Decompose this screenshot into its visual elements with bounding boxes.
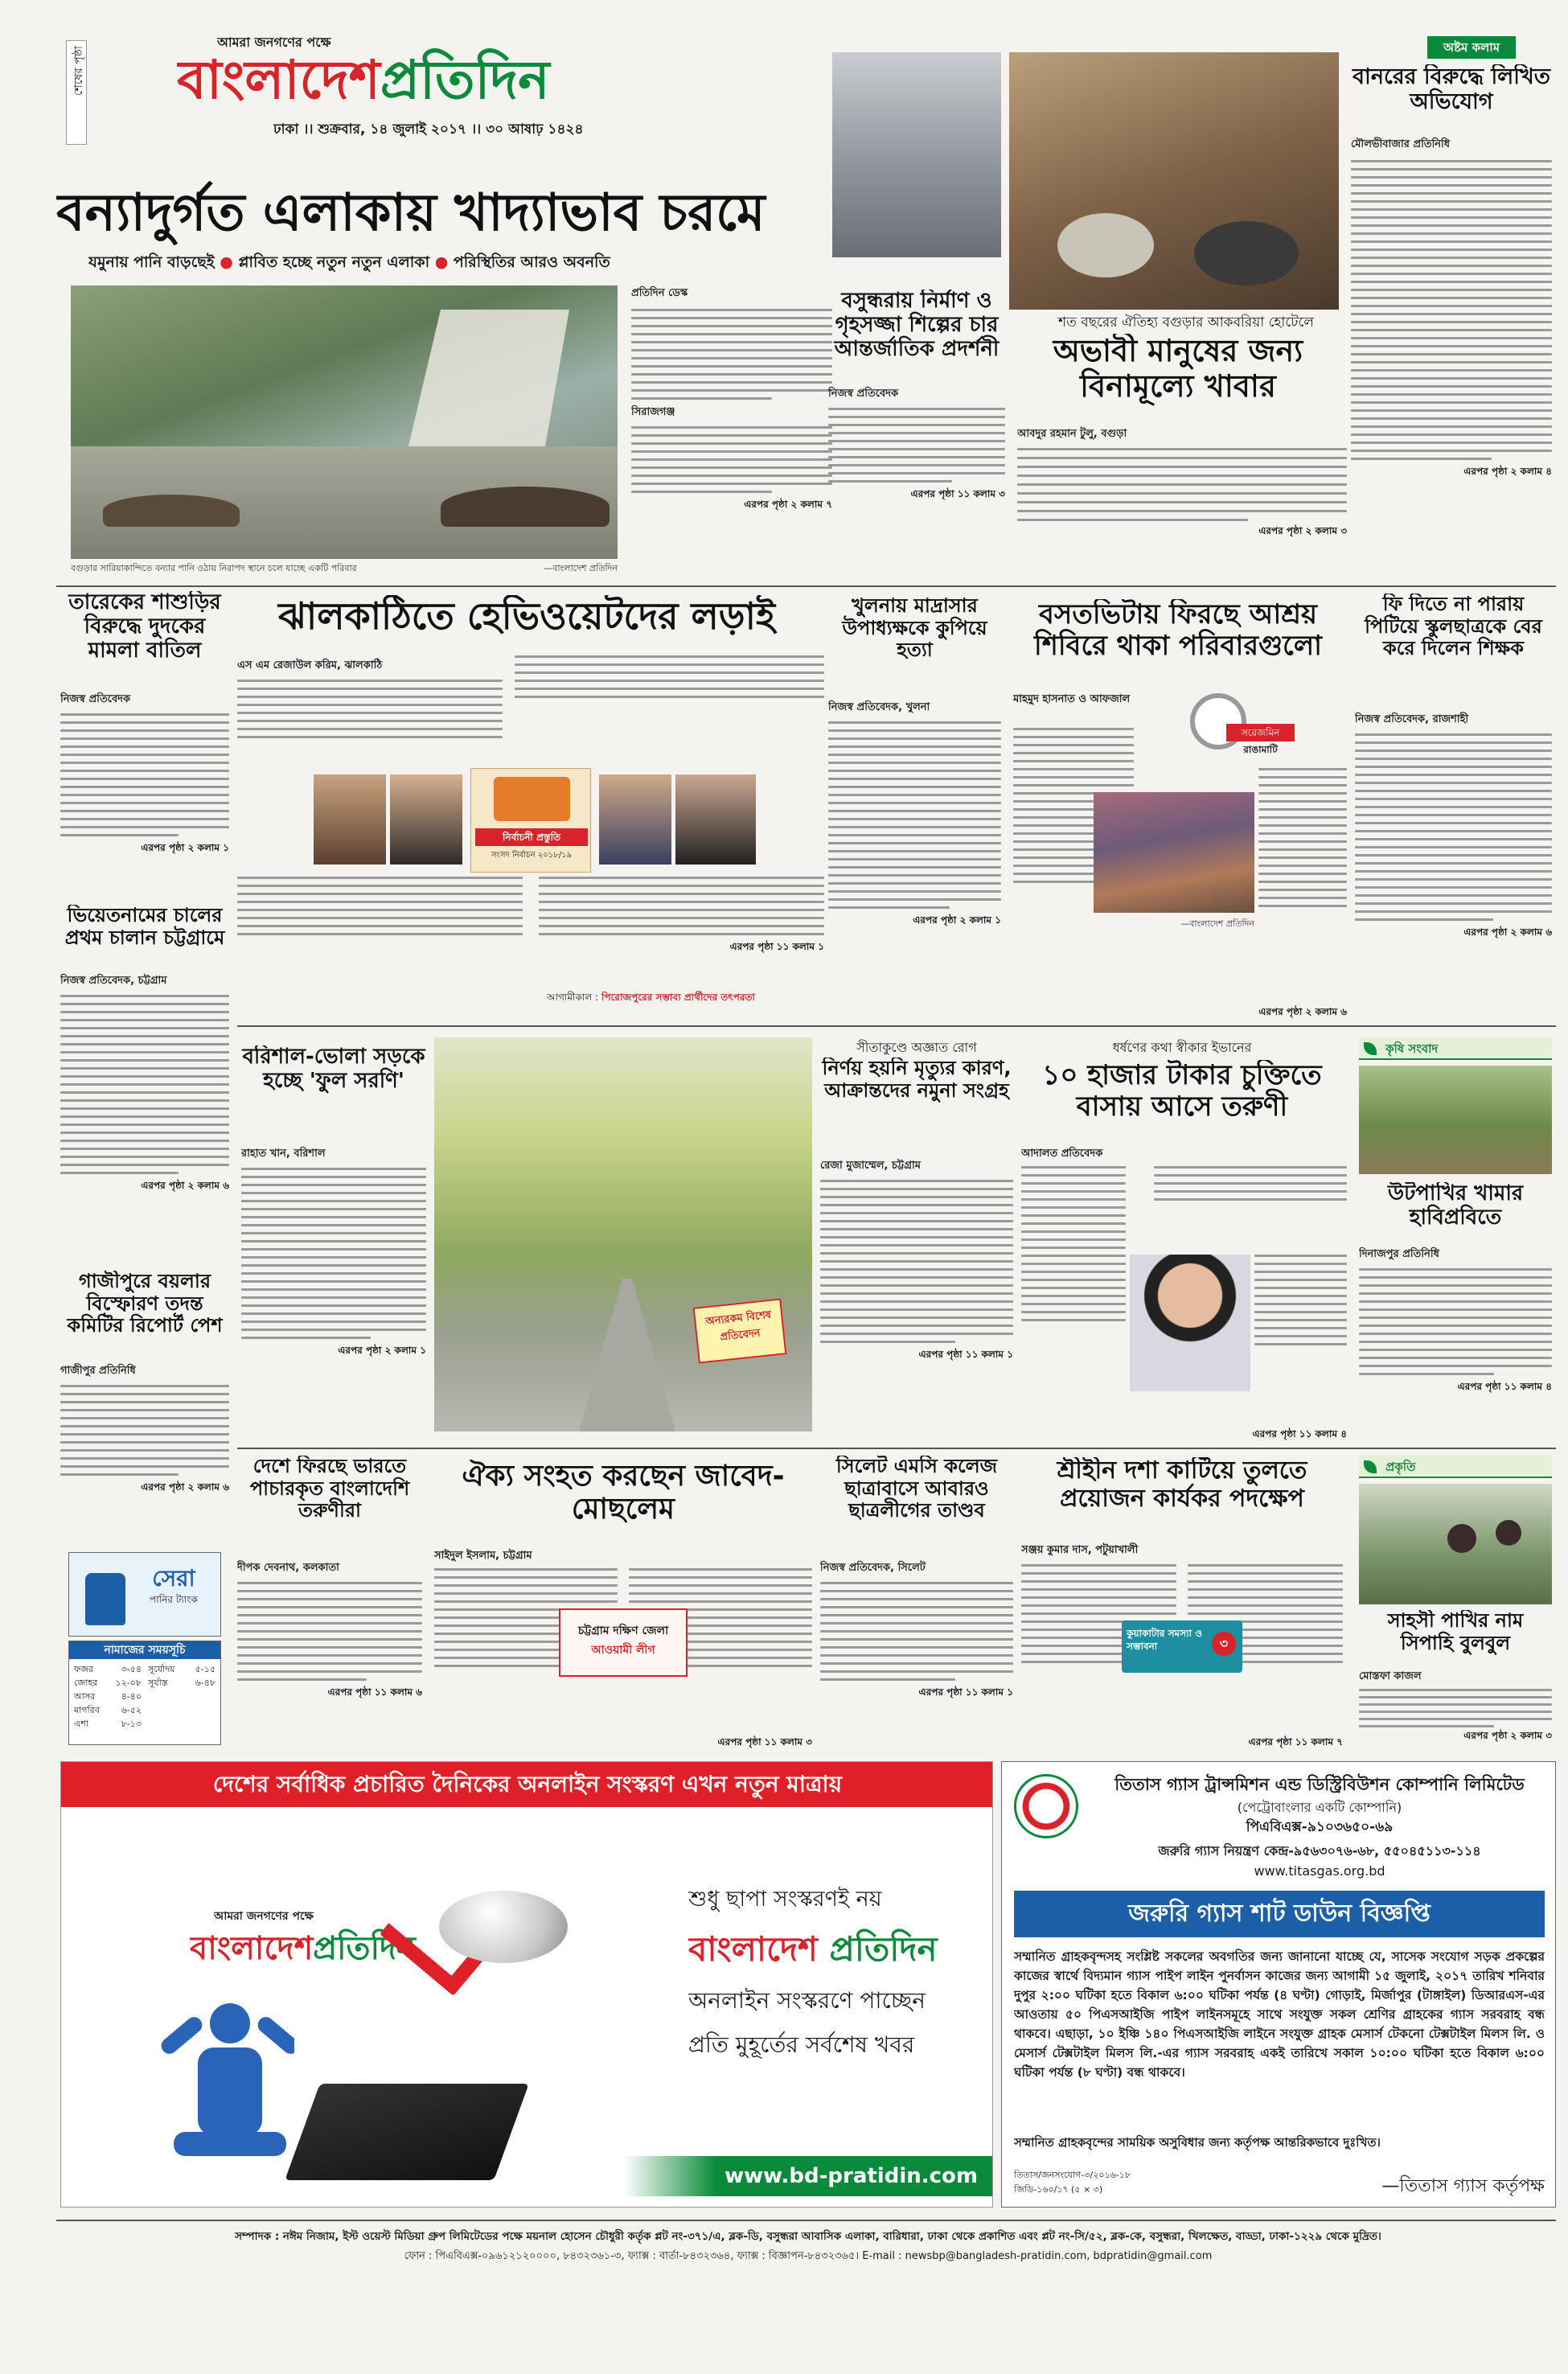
nature-label: প্রকৃতি	[1359, 1456, 1552, 1478]
ad-logo-part-1: বাংলাদেশ	[190, 1930, 314, 1967]
sylhet-continuation[interactable]: এরপর পৃষ্ঠা ১১ কলাম ১	[918, 1686, 1013, 1698]
prayer-time: ৬-৫২	[121, 1705, 142, 1715]
rape-body-right2	[1254, 1255, 1347, 1423]
shelter-magnifier-badge	[1182, 693, 1295, 766]
kuakata-byline: সঞ্জয় কুমার দাস, পটুয়াখালী	[1021, 1544, 1139, 1556]
barisal-continuation[interactable]: এরপর পৃষ্ঠা ২ কলাম ১	[338, 1345, 426, 1356]
prayer-row	[148, 1662, 215, 1676]
trafficking-byline: দীপক দেবনাথ, কলকাতা	[237, 1562, 339, 1574]
food-photo[interactable]	[1009, 52, 1339, 310]
subhead-1: যমুনায় পানি বাড়ছেই	[88, 253, 215, 271]
tarek-body	[60, 692, 229, 893]
prayer-row	[74, 1703, 142, 1717]
agri-byline: দিনাজপুর প্রতিনিধি	[1359, 1248, 1439, 1260]
series-label: কুয়াকাটার সমস্যা ও সম্ভাবনা	[1127, 1628, 1203, 1652]
election-badge	[470, 768, 591, 873]
sun-list	[148, 1662, 215, 1731]
bullet-icon: ●	[220, 253, 239, 271]
ad-banner: দেশের সর্বাধিক প্রচারিত দৈনিকের অনলাইন সংস্করণ এখন নতুন মাত্রায়	[61, 1762, 993, 1807]
portrait	[390, 774, 462, 865]
food-body	[1017, 426, 1347, 563]
prayer-list	[74, 1662, 142, 1731]
jhalokathi-headline[interactable]: ঝালকাঠিতে হেভিওয়েটদের লড়াই	[278, 595, 775, 638]
agri-continuation[interactable]: এরপর পৃষ্ঠা ১১ কলাম ৪	[1457, 1381, 1552, 1392]
rape-body-left	[1021, 1166, 1126, 1440]
col8-byline: মৌলভীবাজার প্রতিনিধি	[1351, 138, 1451, 150]
unity-continuation[interactable]: এরপর পৃষ্ঠা ১১ কলাম ৩	[717, 1736, 812, 1748]
prayer-time: ১২-০৮	[115, 1678, 142, 1688]
madrasa-headline[interactable]: খুলনায় মাদ্রাসার উপাধ্যক্ষকে কুপিয়ে হত্যা	[842, 595, 987, 662]
barisal-headline[interactable]: বরিশাল-ভোলা সড়কে হচ্ছে 'ফুল সরণি'	[242, 1045, 425, 1093]
lead-continuation[interactable]: এরপর পৃষ্ঠা ২ কলাম ৭	[744, 499, 832, 510]
election-badge-label: নির্বাচনী প্রস্তুতি	[475, 828, 588, 846]
ad-logo-part-2: প্রতিদিন	[313, 1930, 416, 1967]
titas-ref-1: তিতাস/জনসংযোগ-৩/২০১৬-১৮	[1014, 2170, 1131, 2180]
portrait	[675, 774, 756, 865]
prayer-name: আসর	[74, 1691, 96, 1702]
rape-kicker: ধর্ষণের কথা স্বীকার ইভানের	[1112, 1040, 1252, 1055]
agri-headline[interactable]: উটপাখির খামার হাবিপ্রবিতে	[1387, 1182, 1524, 1230]
prayer-name: এশা	[74, 1719, 89, 1729]
box-line-1: চট্টগ্রাম দক্ষিণ জেলা	[577, 1624, 669, 1637]
ad-brand-part-2: প্রতিদিন	[829, 1929, 938, 1969]
prayer-name: ফজর	[74, 1664, 93, 1674]
food-kicker: শত বছরের ঐতিহ্য বগুড়ার আকবরিয়া হোটেলে	[1058, 314, 1314, 331]
box-line-2: আওয়ামী লীগ	[591, 1644, 655, 1657]
fair-headline[interactable]: বসুন্ধরায় নির্মাণ ও গৃহসজ্জা শিল্পের চার আন্তর্জাতিক প্রদর্শনী	[834, 290, 999, 361]
vietnam-continuation[interactable]: এরপর পৃষ্ঠা ২ কলাম ৬	[141, 1180, 229, 1191]
section-side-label: শেষের পৃষ্ঠা	[66, 40, 87, 145]
portrait	[599, 774, 671, 865]
titas-signature: —তিতাস গ্যাস কর্তৃপক্ষ	[1381, 2176, 1545, 2196]
prayer-time: ৫-১৫	[195, 1664, 215, 1674]
sylhet-body	[820, 1560, 1013, 1753]
portrait	[314, 774, 386, 865]
madrasa-continuation[interactable]: এরপর পৃষ্ঠা ২ কলাম ১	[913, 914, 1001, 926]
water-tank-ad[interactable]	[68, 1552, 221, 1637]
sylhet-headline[interactable]: সিলেট এমসি কলেজ ছাত্রাবাসে আবারও ছাত্রলীগের তাণ্ডব	[835, 1456, 998, 1522]
sylhet-byline: নিজস্ব প্রতিবেদক, সিলেট	[820, 1562, 926, 1574]
kuakata-continuation[interactable]: এরপর পৃষ্ঠা ১১ কলাম ৭	[1248, 1736, 1343, 1748]
leaf-icon	[1364, 1460, 1377, 1473]
col8-continuation[interactable]: এরপর পৃষ্ঠা ২ কলাম ৪	[1463, 466, 1552, 477]
footer-text: পিরোজপুরের সম্ভাব্য প্রার্থীদের তৎপরতা	[601, 992, 755, 1003]
mouse-icon	[439, 1891, 568, 1963]
fair-continuation[interactable]: এরপর পৃষ্ঠা ১১ কলাম ৩	[910, 488, 1005, 499]
ad-line-1: শুধু ছাপা সংস্করণই নয়	[688, 1887, 882, 1912]
shelter-photo[interactable]	[1094, 792, 1254, 913]
titas-sub: (পেট্রোবাংলার একটি কোম্পানি)	[1237, 1800, 1402, 1815]
col8-label: অষ্টম কলাম	[1427, 36, 1516, 59]
teacher-body	[1355, 712, 1552, 1017]
titas-logo	[1014, 1774, 1078, 1838]
fair-body	[828, 386, 1005, 547]
sitakunda-continuation[interactable]: এরপর পৃষ্ঠা ১১ কলাম ১	[918, 1349, 1013, 1360]
shelter-headline[interactable]: বসতভিটায় ফিরছে আশ্রয় শিবিরে থাকা পরিবারগুলো	[1033, 599, 1323, 663]
shelter-byline: মাহমুদ হাসনাত ও আফজাল	[1013, 693, 1131, 705]
tank-icon	[85, 1573, 125, 1625]
jhalokathi-byline: এস এম রেজাউল করিম, ঝালকাঠি	[237, 659, 383, 672]
ad-tag: পানির ট্যাংক	[150, 1594, 198, 1605]
newspaper-logo[interactable]	[177, 48, 804, 113]
agri-body	[1359, 1247, 1552, 1444]
bulbul-photo[interactable]	[1359, 1484, 1552, 1604]
prayer-times	[68, 1641, 221, 1745]
figure-icon	[158, 2003, 294, 2188]
leaf-icon	[1364, 1042, 1377, 1055]
prayer-name: মাগরিব	[74, 1705, 100, 1715]
lead-photo[interactable]	[71, 285, 618, 559]
nature-body	[1359, 1669, 1552, 1753]
teacher-byline: নিজস্ব প্রতিবেদক, রাজশাহী	[1355, 713, 1469, 725]
laptop-icon	[285, 2084, 529, 2180]
prayer-row	[148, 1676, 215, 1690]
lead-headline[interactable]: বন্যাদুর্গত এলাকায় খাদ্যাভাব চরমে	[56, 183, 766, 243]
titas-body: সম্মানিত গ্রাহকবৃন্দসহ সংশ্লিষ্ট সকলের অবগতির জন্য জানানো যাচ্ছে যে, সাসেক সংযোগ সড়ক প্রকল্পের কাজের স্বার্থে বিদ্যমান গ্যাস পাইপ লাইন পুনর্বাসন কাজের জন্য আগামী ১৫ জুলাই, ২০১৭ তারিখ শনিবার দুপুর ২:০০ ঘটিকা হতে বিকাল ৬:০০ ঘটিকা পর্যন্ত (৪ ঘণ্টা) গোড়াই, মির্জাপুর (টাঙ্গাইল) ডিআরএস-এর আওতায় ৫০ পিএসআইজি পাইপ লাইনসমূহে সাথে সংযুক্ত সকল শ্রেণির গ্রাহকের গ্যাস সরবরাহ বন্ধ থাকবে। এছাড়া, ১০ ইঞ্চি ১৪০ পিএসআইজি লাইনে সংযুক্ত গ্রাহক মেসার্স টেকনো টেক্সটাইল মিলস লি. ও মেসার্স টেক্সটাইল মিলস লি.-এর গ্যাস সরবরাহ একই তারিখে সকাল ১০:০০ ঘটিকা হতে বিকাল ৬:০০ ঘটিকা পর্যন্ত (৮ ঘণ্টা) বন্ধ থাকবে।	[1014, 1949, 1545, 2080]
food-byline: আবদুর রহমান টুলু, বগুড়া	[1017, 428, 1127, 440]
vietnam-headline[interactable]: ভিয়েতনামের চালের প্রথম চালান চট্টগ্রামে	[64, 905, 225, 949]
logo-part-2: প্রতিদিন	[380, 49, 550, 111]
prayer-row	[74, 1717, 142, 1731]
ad-slogan: আমরা জনগণের পক্ষে	[214, 1910, 314, 1923]
tarek-continuation[interactable]: এরপর পৃষ্ঠা ২ কলাম ১	[141, 842, 229, 853]
badge-bottom: রাঙামাটি	[1243, 744, 1278, 755]
shelter-continuation[interactable]: এরপর পৃষ্ঠা ২ কলাম ৬	[1258, 1006, 1347, 1017]
trafficking-headline[interactable]: দেশে ফিরছে ভারতে পাচারকৃত বাংলাদেশি তরুণীরা	[249, 1456, 410, 1522]
kuakata-headline[interactable]: শ্রীহীন দশা কাটিয়ে তুলতে প্রয়োজন কার্যকর পদক্ষেপ	[1057, 1457, 1307, 1513]
titas-title: জরুরি গ্যাস শাট ডাউন বিজ্ঞপ্তি	[1014, 1891, 1545, 1937]
jhalokathi-portraits	[314, 768, 764, 873]
titas-web[interactable]: www.titasgas.org.bd	[1254, 1863, 1385, 1879]
ad-brand	[688, 1923, 978, 1971]
food-continuation[interactable]: এরপর পৃষ্ঠা ২ কলাম ৩	[1258, 525, 1347, 536]
trafficking-body	[237, 1560, 422, 1753]
jhalokathi-body-bottom	[237, 877, 824, 1005]
gazipur-continuation[interactable]: এরপর পৃষ্ঠা ২ কলাম ৬	[141, 1481, 229, 1493]
jhalokathi-body-right	[515, 655, 824, 768]
prayer-time: ৬-৪৮	[195, 1678, 215, 1688]
prayer-name: সূর্যাস্ত	[148, 1678, 168, 1688]
prayer-row	[74, 1676, 142, 1690]
unity-info-box	[559, 1608, 688, 1677]
titas-ref-2: জিডি-১৬০/১৭ (৫ × ৩)	[1014, 2184, 1103, 2195]
bullet-icon: ●	[434, 253, 454, 271]
subhead-2: প্লাবিত হচ্ছে নতুন নতুন এলাকা	[238, 253, 430, 271]
prayer-time: ৩-৫৪	[121, 1664, 142, 1674]
nature-byline: মোস্তফা কাজল	[1359, 1670, 1422, 1682]
ad-url[interactable]: www.bd-pratidin.com	[624, 2156, 993, 2196]
ad-brand-part-1: বাংলাদেশ	[688, 1929, 818, 1969]
barisal-byline: রাহাত খান, বরিশাল	[241, 1148, 326, 1160]
titas-company: তিতাস গ্যাস ট্রান্সমিশন এন্ড ডিস্ট্রিবিউশন কোম্পানি লিমিটেড	[1114, 1775, 1525, 1794]
series-number: ৩	[1212, 1632, 1236, 1656]
jhalokathi-continuation[interactable]: এরপর পৃষ্ঠা ১১ কলাম ১	[729, 941, 824, 952]
imprint-line-2: ফোন : পিএবিএক্স-০৯৬১২১২০০০০, ৮৪৩২৩৬১-৩, ফ্যাক্স : বার্তা-৮৪৩২৩৬৪, ফ্যাক্স : বিজ্ঞাপন-৮৪৩২৩৬৫। E-mail : newsbp@bangladesh-pratidin.com, bdpratidin@gmail.com	[404, 2250, 1213, 2262]
col8-body	[1351, 137, 1552, 587]
masthead	[64, 24, 812, 145]
subhead-3: পরিস্থিতির আরও অবনতি	[453, 253, 610, 271]
special-report-tag: অন্যরকম বিশেষ প্রতিবেদন	[693, 1298, 787, 1363]
masthead-slogan: আমরা জনগণের পক্ষে	[217, 35, 331, 50]
teacher-headline[interactable]: ফি দিতে না পারায় পিটিয়ে স্কুলছাত্রকে বের করে দিলেন শিক্ষক	[1365, 594, 1542, 660]
lead-subheads	[88, 251, 812, 275]
teacher-continuation[interactable]: এরপর পৃষ্ঠা ২ কলাম ৬	[1463, 926, 1552, 938]
sitakunda-body	[820, 1158, 1013, 1440]
lead-body	[631, 285, 832, 583]
ad-line-3: অনলাইন সংস্করণে পাচ্ছেন	[688, 1987, 926, 2014]
unity-byline: সাইদুল ইসলাম, চট্টগ্রাম	[434, 1550, 532, 1562]
prayer-row	[74, 1662, 142, 1676]
agri-label: কৃষি সংবাদ	[1359, 1037, 1552, 1060]
rape-byline: আদালত প্রতিবেদক	[1021, 1148, 1103, 1160]
prayer-name: সূর্যোদয়	[148, 1664, 175, 1674]
badge-top: সরেজমিন	[1226, 724, 1295, 741]
titas-emergency: জরুরি গ্যাস নিয়ন্ত্রণ কেন্দ্র-৯৫৬৩০৭৬-৬৮, ৫৫০৪৫১১৩-১১৪	[1158, 1843, 1481, 1859]
online-edition-ad[interactable]	[60, 1761, 993, 2208]
prayer-time: ৪-৪০	[121, 1691, 142, 1702]
tarek-headline[interactable]: তারেকের শাশুড়ির বিরুদ্ধে দুদকের মামলা বাতিল	[68, 591, 221, 663]
shelter-photo-credit: —বাংলাদেশ প্রতিদিন	[1180, 918, 1254, 929]
prayer-title: নামাজের সময়সূচি	[69, 1641, 220, 1659]
nature-headline[interactable]: সাহসী পাখির নাম সিপাহি বুলবুল	[1387, 1610, 1524, 1654]
jhalokathi-footer	[547, 991, 824, 1007]
sitakunda-byline: রেজা মুজাম্মেল, চট্টগ্রাম	[820, 1160, 921, 1172]
vietnam-byline: নিজস্ব প্রতিবেদক, চট্টগ্রাম	[60, 975, 167, 987]
madrasa-byline: নিজস্ব প্রতিবেদক, খুলনা	[828, 701, 930, 713]
ostrich-photo[interactable]	[1359, 1066, 1552, 1174]
fair-photo[interactable]	[832, 52, 1001, 257]
lead-photo-caption: বগুড়ার সারিয়াকান্দিতে বন্যার পানি ওঠায় নিরাপদ স্থানে চলে যাচ্ছে একটি পরিবার —বাংলাদেশ প্রতিদিন	[71, 563, 618, 573]
vietnam-body	[60, 973, 229, 1263]
titas-pabx: পিএবিএক্স-৯১০৩৬৫০-৬৯	[1246, 1819, 1394, 1835]
ad-line-4: প্রতি মুহূর্তের সর্বশেষ খবর	[688, 2031, 915, 2058]
prayer-row	[74, 1690, 142, 1703]
barisal-road-photo[interactable]	[434, 1037, 812, 1431]
tarek-byline: নিজস্ব প্রতিবেদক	[60, 693, 131, 705]
food-headline[interactable]: অভাবী মানুষের জন্য বিনামূল্যে খাবার	[1053, 334, 1303, 404]
gazipur-byline: গাজীপুর প্রতিনিধি	[60, 1365, 136, 1377]
titas-gas-notice[interactable]	[1001, 1761, 1556, 2208]
election-badge-sub: সংসদ নির্বাচন ২০১৮/১৯	[491, 851, 573, 860]
fair-byline: নিজস্ব প্রতিবেদক	[828, 388, 899, 400]
gazipur-headline[interactable]: গাজীপুরে বয়লার বিস্ফোরণ তদন্ত কমিটির রিপোর্ট পেশ	[67, 1271, 223, 1337]
date-line: ঢাকা ।। শুক্রবার, ১৪ জুলাই ২০১৭ ।। ৩০ আষাঢ় ১৪২৪	[273, 121, 584, 138]
logo-part-1: বাংলাদেশ	[177, 49, 380, 111]
lead-byline: প্রতিদিন ডেস্ক	[631, 287, 688, 299]
prayer-name: জোহর	[74, 1678, 98, 1688]
titas-closing: সম্মানিত গ্রাহকবৃন্দের সাময়িক অসুবিধার জন্য কর্তৃপক্ষ আন্তরিকভাবে দুঃখিত।	[1014, 2135, 1381, 2150]
lead-place: সিরাজগঞ্জ	[631, 406, 675, 418]
gazipur-body	[60, 1363, 229, 1532]
unity-headline[interactable]: ঐক্য সংহত করছেন জাবেদ-মোছলেম	[462, 1460, 785, 1526]
barisal-body	[241, 1146, 426, 1435]
sitakunda-kicker: সীতাকুণ্ডে অজ্ঞাত রোগ	[856, 1040, 977, 1055]
kuakata-series-badge	[1122, 1620, 1242, 1673]
trafficking-continuation[interactable]: এরপর পৃষ্ঠা ১১ কলাম ৬	[327, 1686, 422, 1698]
shelter-body-right	[1258, 768, 1347, 1009]
madrasa-body	[828, 700, 1001, 1013]
col8-headline[interactable]: বানরের বিরুদ্ধে লিখিত অভিযোগ	[1353, 64, 1550, 115]
rape-headline[interactable]: ১০ হাজার টাকার চুক্তিতে বাসায় আসে তরুণী	[1042, 1060, 1322, 1123]
ad-brand: সেরা	[152, 1565, 195, 1590]
rape-continuation[interactable]: এরপর পৃষ্ঠা ১১ কলাম ৪	[1252, 1428, 1347, 1440]
footer-label: আগামীকাল :	[547, 992, 599, 1003]
imprint-line-1: সম্পাদক : নঈম নিজাম, ইস্ট ওয়েস্ট মিডিয়া গ্রুপ লিমিটেডের পক্ষে ময়নাল হোসেন চৌধুরী কর্তৃক প্লট নং-৩৭১/এ, ব্লক-ডি, বসুন্ধরা আবাসিক এলাকা, বারিধারা, ঢাকা থেকে প্রকাশিত এবং প্লট নং-সি/৫২, ব্লক-কে, বসুন্ধরা, খিলক্ষেত, বাড্ডা, ঢাকা-১২২৯ থেকে মুদ্রিত।	[235, 2230, 1381, 2243]
nature-continuation[interactable]: এরপর পৃষ্ঠা ২ কলাম ৩	[1463, 1730, 1552, 1741]
prayer-time: ৮-১৩	[121, 1719, 142, 1729]
sitakunda-headline[interactable]: নির্ণয় হয়নি মৃত্যুর কারণ, আক্রান্তদের নমুনা সংগ্রহ	[822, 1058, 1012, 1102]
